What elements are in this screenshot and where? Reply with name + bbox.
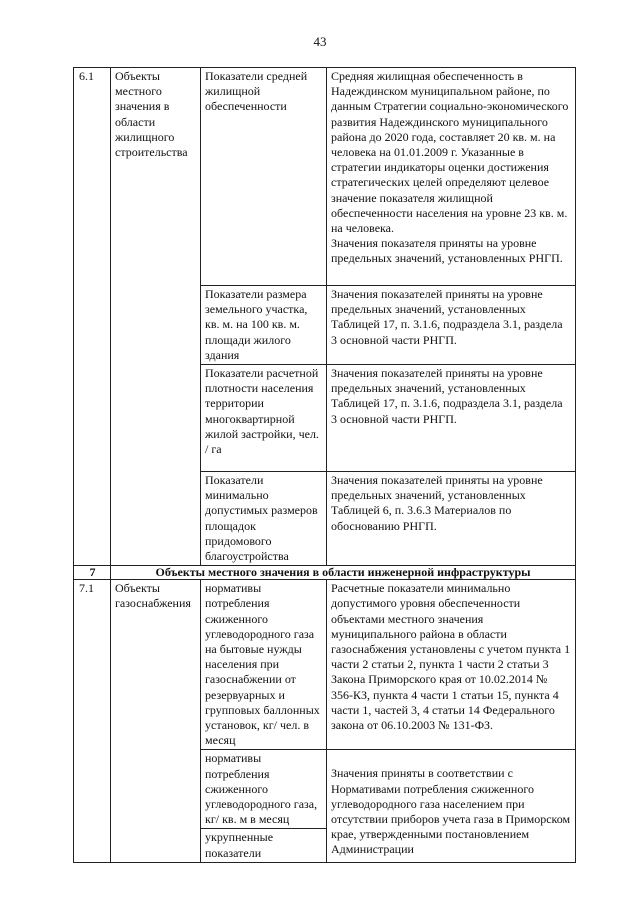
indicator-value-paragraph: Средняя жилищная обеспеченность в Надеждинском муниципальном районе, по данным Стратегии социально-экономического развития Надеждинского муниципального района до 2020 года, составляет 20 кв. м. на человека на 01.01.2009 г. Указанные в стратегии индикаторы оценки достижения стратегических целей определяют целевое значение показателя жилищной обеспеченности населения на уровне 23 кв. м. на человека. bbox=[331, 69, 569, 236]
section-number: 7 bbox=[74, 566, 111, 580]
table-row bbox=[74, 68, 576, 286]
indicator-value-paragraph: Значения показателя приняты на уровне предельных значений, установленных РНГП. bbox=[331, 236, 563, 266]
indicator-value: Значения показателей приняты на уровне предельных значений, установленных Таблицей 17, п. 3.1.6, подраздела 3.1, раздела 3 основной части РНГП. bbox=[327, 286, 576, 365]
indicator-name: укрупненные показатели bbox=[201, 829, 327, 862]
indicator-value bbox=[327, 68, 576, 286]
indicator-name: Показатели минимально допустимых размеров площадок придомового благоустройства bbox=[201, 472, 327, 566]
object-name: Объекты местного значения в области жилищного строительства bbox=[111, 68, 201, 566]
indicator-value-paragraph: Значения приняты в соответствии с Нормативами потребления сжиженного углеводородного газа населением при отсутствии приборов учета газа в Приморском крае, утвержденными постановлением Администрации bbox=[331, 766, 571, 857]
row-number: 6.1 bbox=[74, 68, 111, 566]
row-number: 7.1 bbox=[74, 580, 111, 863]
indicator-name: нормативы потребления сжиженного углеводородного газа на бытовые нужды населения при газоснабжении от резервуарных и групповых баллонных установок, кг/ чел. в месяц bbox=[201, 580, 327, 750]
object-name: Объекты газоснабжения bbox=[111, 580, 201, 863]
section-header-row bbox=[74, 566, 576, 580]
indicator-name: нормативы потребления сжиженного углеводородного газа, кг/ кв. м в месяц bbox=[201, 750, 327, 829]
indicator-name: Показатели средней жилищной обеспеченности bbox=[201, 68, 327, 286]
indicator-name: Показатели размера земельного участка, кв. м. на 100 кв. м. площади жилого здания bbox=[201, 286, 327, 365]
indicator-value: Значения показателей приняты на уровне предельных значений, установленных Таблицей 6, п. 3.6.3 Материалов по обоснованию РНГП. bbox=[327, 472, 576, 566]
blank-line bbox=[331, 751, 571, 766]
table-row bbox=[74, 580, 576, 750]
indicators-table bbox=[73, 67, 576, 863]
indicator-value: Расчетные показатели минимально допустимого уровня обеспеченности объектами местного значения муниципального района в области газоснабжения установлены с учетом пункта 1 части 2 статьи 2, пункта 1 части 2 статьи 3 Закона Приморского края от 10.02.2014 № 356-КЗ, пункта 4 части 1 статьи 15, пункта 4 части 1, частей 3, 4 статьи 14 Федерального закона от 06.10.2003 № 131-ФЗ. bbox=[327, 580, 576, 750]
section-title: Объекты местного значения в области инженерной инфраструктуры bbox=[111, 566, 576, 580]
indicator-value bbox=[327, 750, 576, 862]
indicator-value: Значения показателей приняты на уровне предельных значений, установленных Таблицей 17, п. 3.1.6, подраздела 3.1, раздела 3 основной части РНГП. bbox=[327, 365, 576, 472]
page-number: 43 bbox=[313, 34, 327, 49]
indicator-name: Показатели расчетной плотности населения территории многоквартирной жилой застройки, чел. / га bbox=[201, 365, 327, 472]
